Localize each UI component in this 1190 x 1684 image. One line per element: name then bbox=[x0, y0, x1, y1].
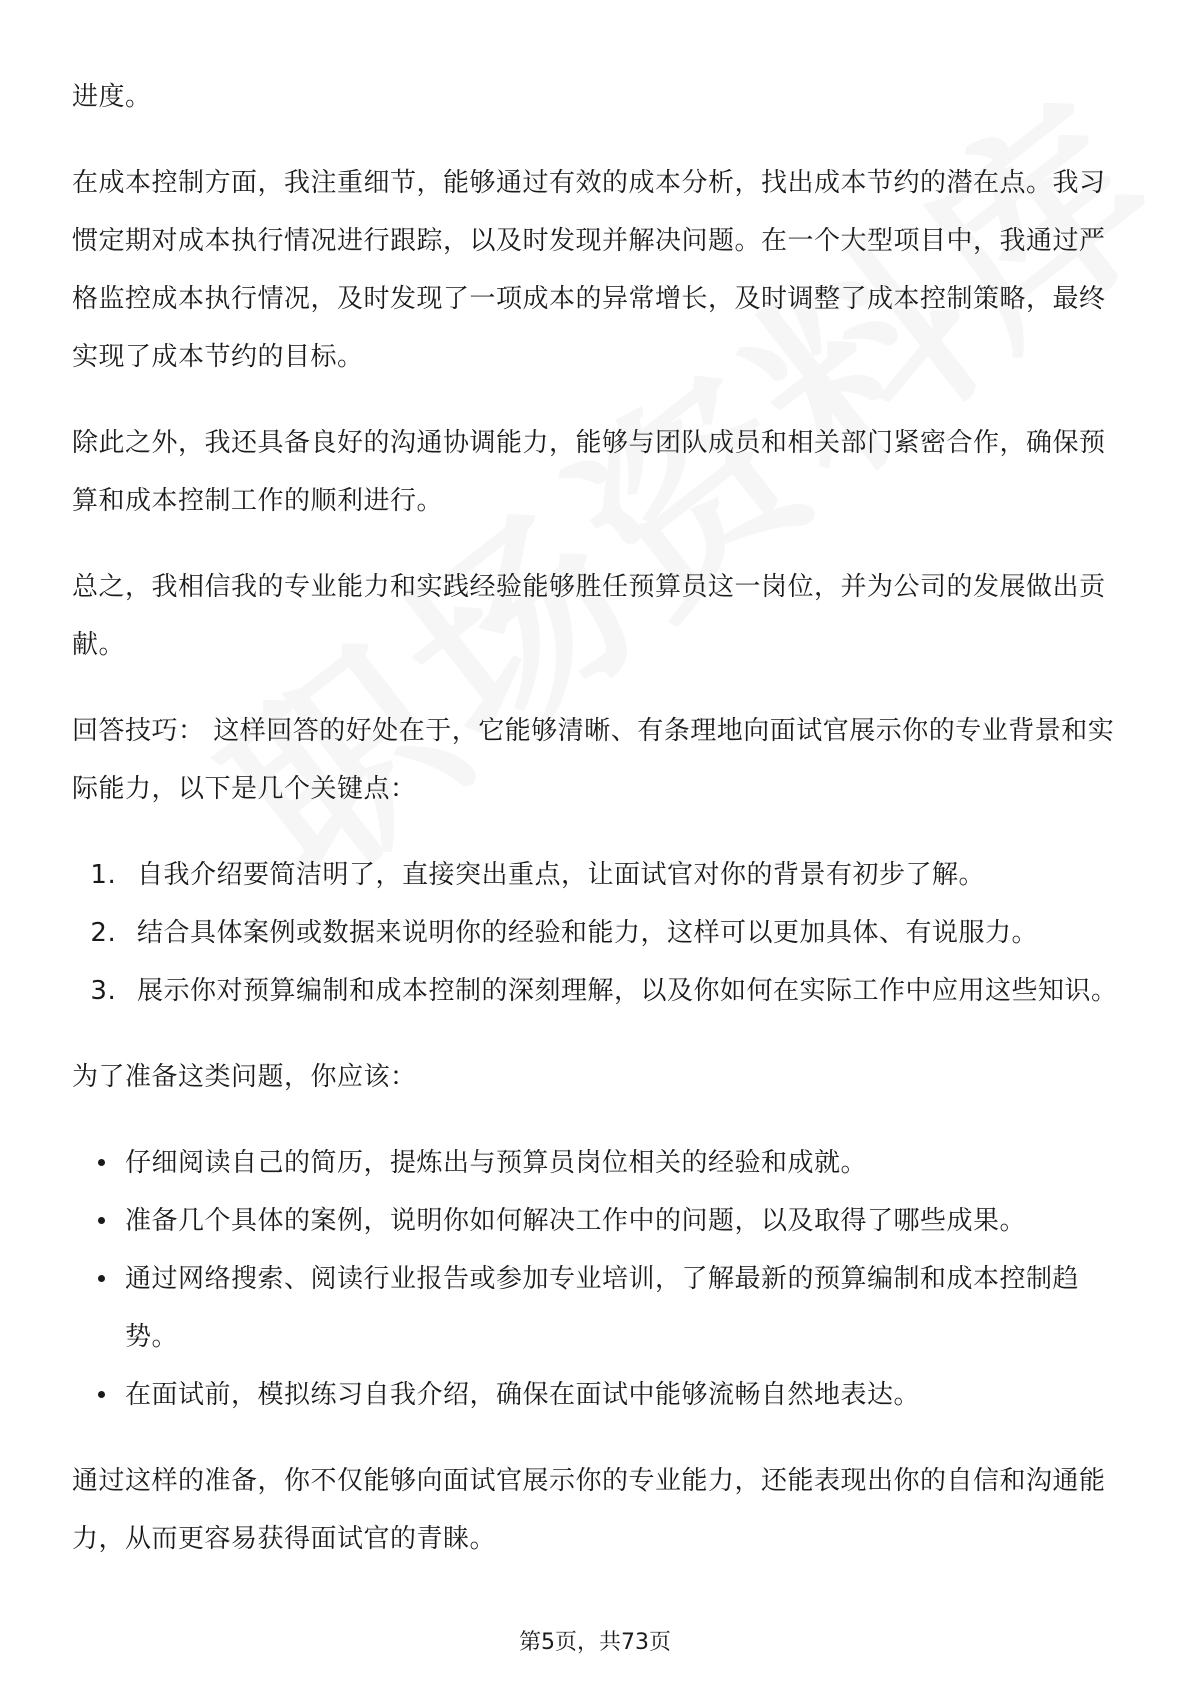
page-number: 第5页，共73页 bbox=[519, 1630, 671, 1655]
list-item: 2. 结合具体案例或数据来说明你的经验和能力，这样可以更加具体、有说服力。 bbox=[125, 904, 1118, 962]
paragraph-summary: 通过这样的准备，你不仅能够向面试官展示你的专业能力，还能表现出你的自信和沟通能力，从而更容易获得面试官的青睐。 bbox=[72, 1466, 1106, 1554]
list-item: 在面试前，模拟练习自我介绍，确保在面试中能够流畅自然地表达。 bbox=[125, 1366, 1118, 1424]
paragraph-cost-control: 在成本控制方面，我注重细节，能够通过有效的成本分析，找出成本节约的潜在点。我习惯定期对成本执行情况进行跟踪，以及时发现并解决问题。在一个大型项目中，我通过严格监控成本执行情况，及时发现了一项成本的异常增长，及时调整了成本控制策略，最终实现了成本节约的目标。 bbox=[72, 168, 1106, 372]
paragraph-communication: 除此之外，我还具备良好的沟通协调能力，能够与团队成员和相关部门紧密合作，确保预算和成本控制工作的顺利进行。 bbox=[72, 428, 1106, 516]
paragraph-progress: 进度。 bbox=[72, 82, 152, 112]
list-item: 1. 自我介绍要简洁明了，直接突出重点，让面试官对你的背景有初步了解。 bbox=[125, 846, 1118, 904]
paragraph-conclusion: 总之，我相信我的专业能力和实践经验能够胜任预算员这一岗位，并为公司的发展做出贡献。 bbox=[72, 572, 1106, 660]
list-item: 仔细阅读自己的简历，提炼出与预算员岗位相关的经验和成就。 bbox=[125, 1134, 1118, 1192]
key-points-list bbox=[72, 846, 1118, 1020]
list-item: 3. 展示你对预算编制和成本控制的深刻理解，以及你如何在实际工作中应用这些知识。 bbox=[125, 962, 1118, 1020]
list-item: 通过网络搜索、阅读行业报告或参加专业培训，了解最新的预算编制和成本控制趋势。 bbox=[125, 1250, 1118, 1366]
list-item: 准备几个具体的案例，说明你如何解决工作中的问题，以及取得了哪些成果。 bbox=[125, 1192, 1118, 1250]
preparation-list bbox=[72, 1134, 1118, 1424]
paragraph-answer-tips: 回答技巧： 这样回答的好处在于，它能够清晰、有条理地向面试官展示你的专业背景和实际能力，以下是几个关键点： bbox=[72, 716, 1115, 804]
document-body bbox=[72, 68, 1118, 1596]
paragraph-preparation: 为了准备这类问题，你应该： bbox=[72, 1062, 417, 1092]
